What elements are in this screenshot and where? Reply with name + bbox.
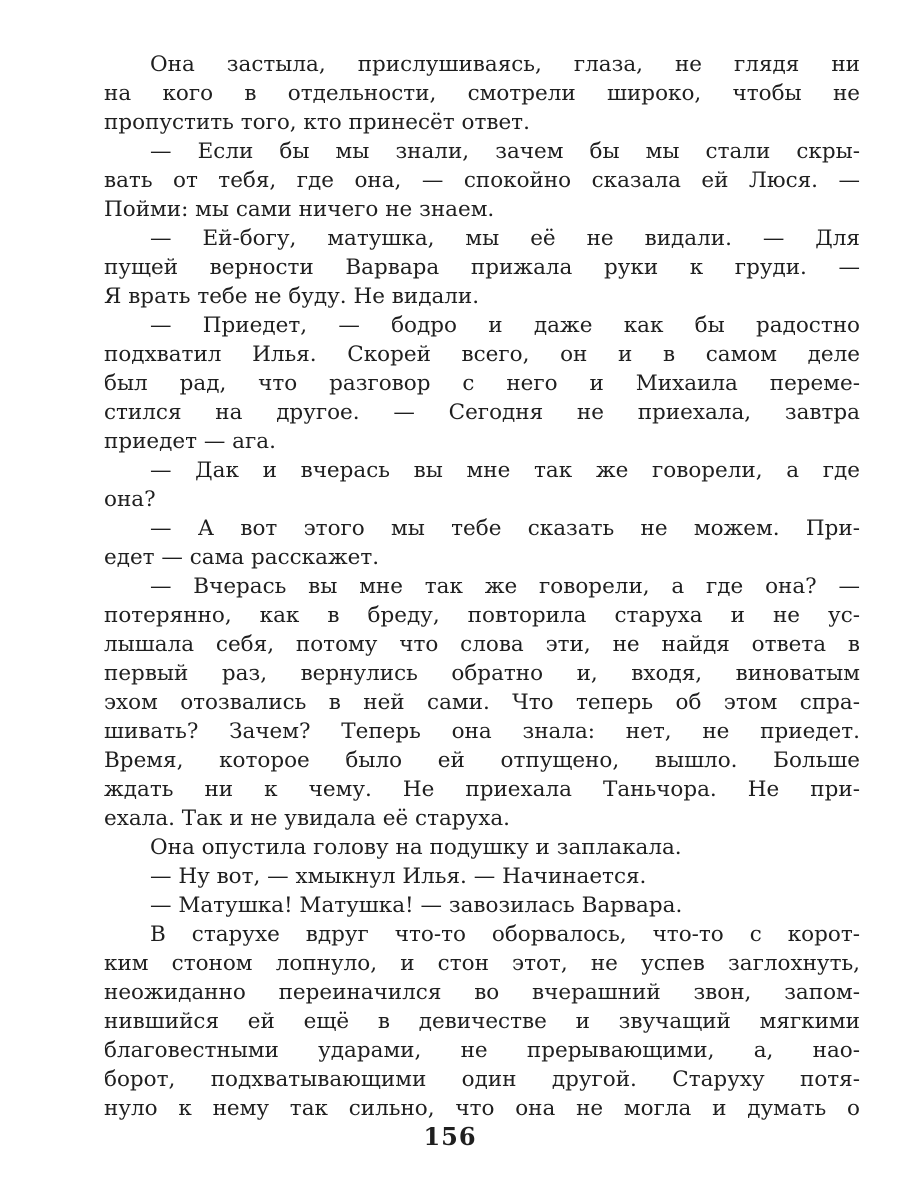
text-line: — Ну вот, — хмыкнул Илья. — Начинается. <box>150 864 647 889</box>
text-line: пущей верности Варвара прижала руки к груди. — <box>104 255 860 280</box>
text-line: неожиданно переиначился во вчерашний звон, запом- <box>104 980 860 1005</box>
text-line: приедет — ага. <box>104 429 276 454</box>
text-line: Пойми: мы сами ничего не знаем. <box>104 197 495 222</box>
text-line: она? <box>104 487 156 512</box>
text-line: В старухе вдруг что-то оборвалось, что-то с корот- <box>150 922 860 947</box>
text-line: — Вчерась вы мне так же говорели, а где она? — <box>150 574 860 599</box>
text-line: Она застыла, прислушиваясь, глаза, не глядя ни <box>150 52 860 77</box>
text-line: благовестными ударами, не прерывающими, а, нао- <box>104 1038 860 1063</box>
text-line: нуло к нему так сильно, что она не могла и думать о <box>104 1096 860 1121</box>
text-line: Она опустила голову на подушку и заплакала. <box>150 835 682 860</box>
text-line: едет — сама расскажет. <box>104 545 380 570</box>
text-line: нившийся ей ещё в девичестве и звучащий мягкими <box>104 1009 860 1034</box>
text-line: борот, подхватывающими один другой. Старуху потя- <box>104 1067 860 1092</box>
text-line: — Если бы мы знали, зачем бы мы стали скры- <box>150 139 860 164</box>
text-line: первый раз, вернулись обратно и, входя, виноватым <box>104 661 860 686</box>
text-line: Я врать тебе не буду. Не видали. <box>104 284 480 309</box>
text-line: эхом отозвались в ней сами. Что теперь об этом спра- <box>104 690 860 715</box>
text-line: ждать ни к чему. Не приехала Таньчора. Не при- <box>104 777 860 802</box>
text-line: — А вот этого мы тебе сказать не можем. При- <box>150 516 860 541</box>
text-line: подхватил Илья. Скорей всего, он и в самом деле <box>104 342 860 367</box>
text-line: — Матушка! Матушка! — завозилась Варвара. <box>150 893 683 918</box>
text-line: ким стоном лопнуло, и стон этот, не успев заглохнуть, <box>104 951 860 976</box>
text-line: на кого в отдельности, смотрели широко, чтобы не <box>104 81 860 106</box>
text-line: — Приедет, — бодро и даже как бы радостно <box>150 313 860 338</box>
body-text <box>104 50 860 1123</box>
text-line: — Ей-богу, матушка, мы её не видали. — Для <box>150 226 860 251</box>
text-line: был рад, что разговор с него и Михаила переме- <box>104 371 860 396</box>
text-line: стился на другое. — Сегодня не приехала, завтра <box>104 400 860 425</box>
text-line: лышала себя, потому что слова эти, не найдя ответа в <box>104 632 860 657</box>
text-line: вать от тебя, где она, — спокойно сказала ей Люся. — <box>104 168 860 193</box>
text-line: — Дак и вчерась вы мне так же говорели, а где <box>150 458 860 483</box>
text-line: шивать? Зачем? Теперь она знала: нет, не приедет. <box>104 719 860 744</box>
page-number: 156 <box>423 1122 477 1151</box>
text-line: пропустить того, кто принесёт ответ. <box>104 110 530 135</box>
text-line: ехала. Так и не увидала её старуха. <box>104 806 510 831</box>
text-line: потерянно, как в бреду, повторила старуха и не ус- <box>104 603 860 628</box>
text-line: Время, которое было ей отпущено, вышло. Больше <box>104 748 860 773</box>
